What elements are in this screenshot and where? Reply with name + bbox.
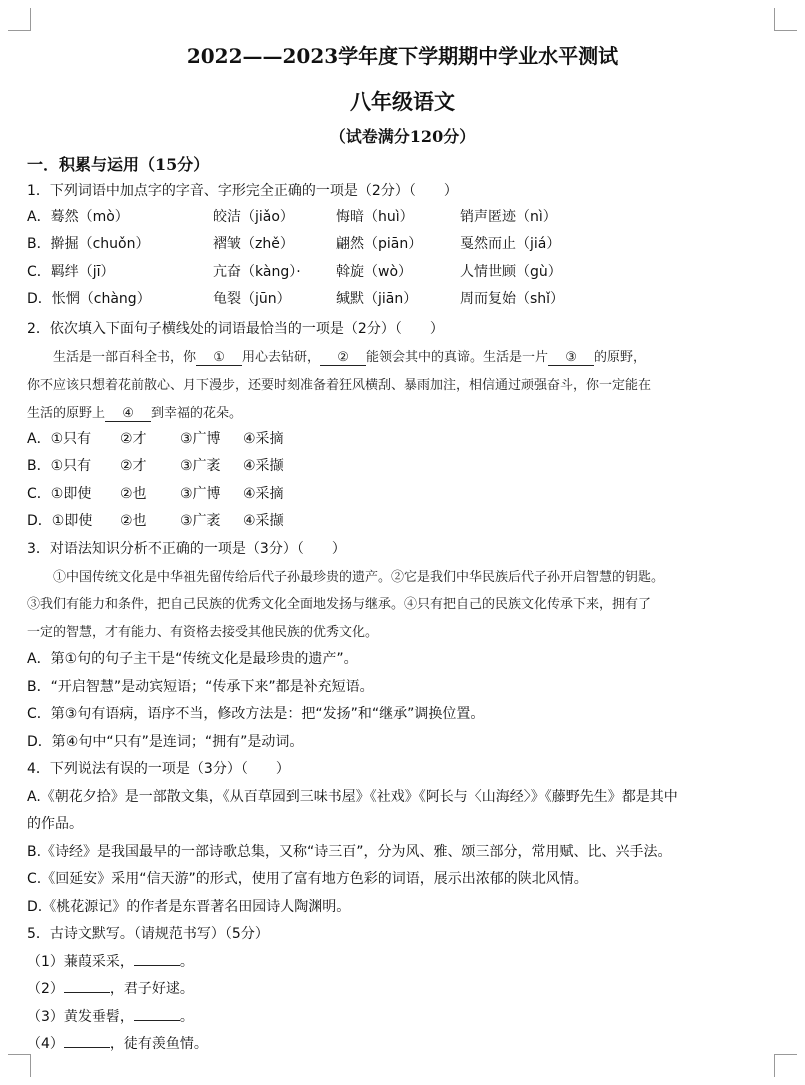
q2-text: 到幸福的花朵。	[151, 406, 243, 421]
crop-mark-bottom-right	[774, 1054, 797, 1077]
crop-mark-top-left	[8, 8, 31, 31]
q5-text: 。	[179, 1009, 194, 1025]
q5-answer-blank-2[interactable]	[64, 980, 110, 993]
q5-text: （3）黄发垂髫，	[27, 1009, 134, 1025]
q1-a-2: 皎洁（jiǎo）	[213, 209, 294, 225]
q1-c-2: 亢奋（kàng）·	[213, 264, 301, 280]
crop-mark-bottom-left	[8, 1054, 31, 1077]
q4-option-d: D.《桃花源记》的作者是东晋著名田园诗人陶渊明。	[27, 899, 351, 915]
q2-b-2: ②才	[120, 458, 147, 474]
q2-c-1: C．①即使	[27, 486, 92, 502]
q1-d-1: D．怅惘（chàng）	[27, 291, 151, 307]
score-note: （试卷满分120分）	[329, 127, 476, 146]
q5-text: （1）蒹葭采采，	[27, 954, 134, 970]
q3-option-c: C．第③句有语病，语序不当，修改方法是：把“发扬”和“继承”调换位置。	[27, 706, 485, 722]
q3-option-a: A．第①句的句子主干是“传统文化是最珍贵的遗产”。	[27, 651, 358, 667]
q1-b-1: B．擀掘（chuǒn）	[27, 236, 150, 252]
q2-text: 的原野，	[594, 350, 647, 365]
q3-option-b: B．“开启智慧”是动宾短语；“传承下来”都是补充短语。	[27, 679, 374, 695]
q5-item-1	[27, 951, 194, 971]
q1-b-4: 戛然而止（jiá）	[460, 236, 561, 252]
q3-passage-line-1: ①中国传统文化是中华祖先留传给后代子孙最珍贵的遗产。②它是我们中华民族后代子孙开启智慧的钥匙。	[27, 570, 665, 585]
q2-blank-3: ③	[548, 350, 594, 366]
q5-text: （2）	[27, 981, 64, 997]
q3-passage-line-3: 一定的智慧，才有能力、有资格去接受其他民族的优秀文化。	[27, 625, 379, 640]
q2-d-3: ③广袤	[180, 513, 221, 529]
q3-stem: 3．对语法知识分析不正确的一项是（3分）（ ）	[27, 541, 346, 557]
q5-answer-blank-4[interactable]	[64, 1035, 110, 1048]
q5-item-2	[27, 978, 194, 998]
exam-subtitle: 八年级语文	[350, 89, 455, 114]
q1-c-3: 斡旋（wò）	[336, 264, 413, 280]
q2-blank-1: ①	[196, 350, 242, 366]
q2-d-1: D．①即使	[27, 513, 93, 529]
q2-d-4: ④采撷	[243, 513, 284, 529]
q2-text: 生活是一部百科全书，你	[27, 350, 197, 365]
q2-a-4: ④采摘	[243, 431, 284, 447]
q2-text: 生活的原野上	[27, 406, 106, 421]
q4-option-b: B.《诗经》是我国最早的一部诗歌总集，又称“诗三百”，分为风、雅、颂三部分，常用赋、比、兴手法。	[27, 844, 672, 860]
q1-a-3: 悔暗（huì）	[336, 209, 414, 225]
q4-stem: 4．下列说法有误的一项是（3分）（ ）	[27, 761, 290, 777]
q1-b-3: 翩然（piān）	[336, 236, 423, 252]
q4-option-c: C.《回延安》采用“信天游”的形式，使用了富有地方色彩的词语，展示出浓郁的陕北风情。	[27, 871, 588, 887]
q5-text: （4）	[27, 1036, 64, 1052]
q2-stem: 2．依次填入下面句子横线处的词语最恰当的一项是（2分）（ ）	[27, 321, 444, 337]
q5-text: 。	[179, 954, 194, 970]
q4-option-a-cont: 的作品。	[27, 816, 83, 832]
q2-c-4: ④采摘	[243, 486, 284, 502]
q2-a-2: ②才	[120, 431, 147, 447]
q5-item-4	[27, 1033, 208, 1053]
q2-a-1: A．①只有	[27, 431, 92, 447]
section-heading: 一．积累与运用（15分）	[27, 155, 210, 174]
q2-text: 用心去钻研，	[242, 350, 321, 365]
q2-blank-2: ②	[320, 350, 366, 366]
q1-c-4: 人情世顾（gù）	[460, 264, 562, 280]
q1-d-4: 周而复始（shǐ）	[460, 291, 565, 307]
q1-a-1: A．蓦然（mò）	[27, 209, 129, 225]
q1-d-3: 缄默（jiān）	[336, 291, 418, 307]
q2-b-1: B．①只有	[27, 458, 92, 474]
crop-mark-top-right	[774, 8, 797, 31]
q2-b-3: ③广袤	[180, 458, 221, 474]
q2-passage-line-3	[27, 402, 767, 422]
q1-c-1: C．羁绊（jī）	[27, 264, 115, 280]
q3-option-d: D．第④句中“只有”是连词；“拥有”是动词。	[27, 734, 304, 750]
q2-text: 能领会其中的真谛。生活是一片	[366, 350, 549, 365]
q5-item-3	[27, 1006, 194, 1026]
q2-c-3: ③广博	[180, 486, 221, 502]
q5-text: ，君子好逑。	[109, 981, 194, 997]
q1-stem: 1．下列词语中加点字的字音、字形完全正确的一项是（2分）（ ）	[27, 183, 458, 199]
q2-c-2: ②也	[120, 486, 147, 502]
q1-a-4: 销声匿迹（nì）	[460, 209, 557, 225]
q5-answer-blank-3[interactable]	[134, 1008, 180, 1021]
q5-stem: 5．古诗文默写。（请规范书写）（5分）	[27, 926, 269, 942]
q1-d-2: 龟裂（jūn）	[213, 291, 291, 307]
q2-passage-line-1	[27, 346, 767, 366]
q3-passage-line-2: ③我们有能力和条件，把自己民族的优秀文化全面地发扬与继承。④只有把自己的民族文化传承下来，拥有了	[27, 597, 652, 612]
q2-blank-4: ④	[105, 406, 151, 422]
q4-option-a: A.《朝花夕拾》是一部散文集，《从百草园到三味书屋》《社戏》《阿长与〈山海经〉》《藤野先生》都是其中	[27, 789, 678, 805]
q1-b-2: 褶皱（zhě）	[213, 236, 294, 252]
q5-answer-blank-1[interactable]	[134, 953, 180, 966]
q2-a-3: ③广博	[180, 431, 221, 447]
q2-b-4: ④采撷	[243, 458, 284, 474]
q2-passage-line-2: 你不应该只想着花前散心、月下漫步，还要时刻准备着狂风横刮、暴雨加注，相信通过顽强奋斗，你一定能在	[27, 378, 652, 393]
q5-text: ，徒有羡鱼情。	[109, 1036, 208, 1052]
exam-title: 2022——2023学年度下学期期中学业水平测试	[186, 44, 619, 68]
q2-d-2: ②也	[120, 513, 147, 529]
